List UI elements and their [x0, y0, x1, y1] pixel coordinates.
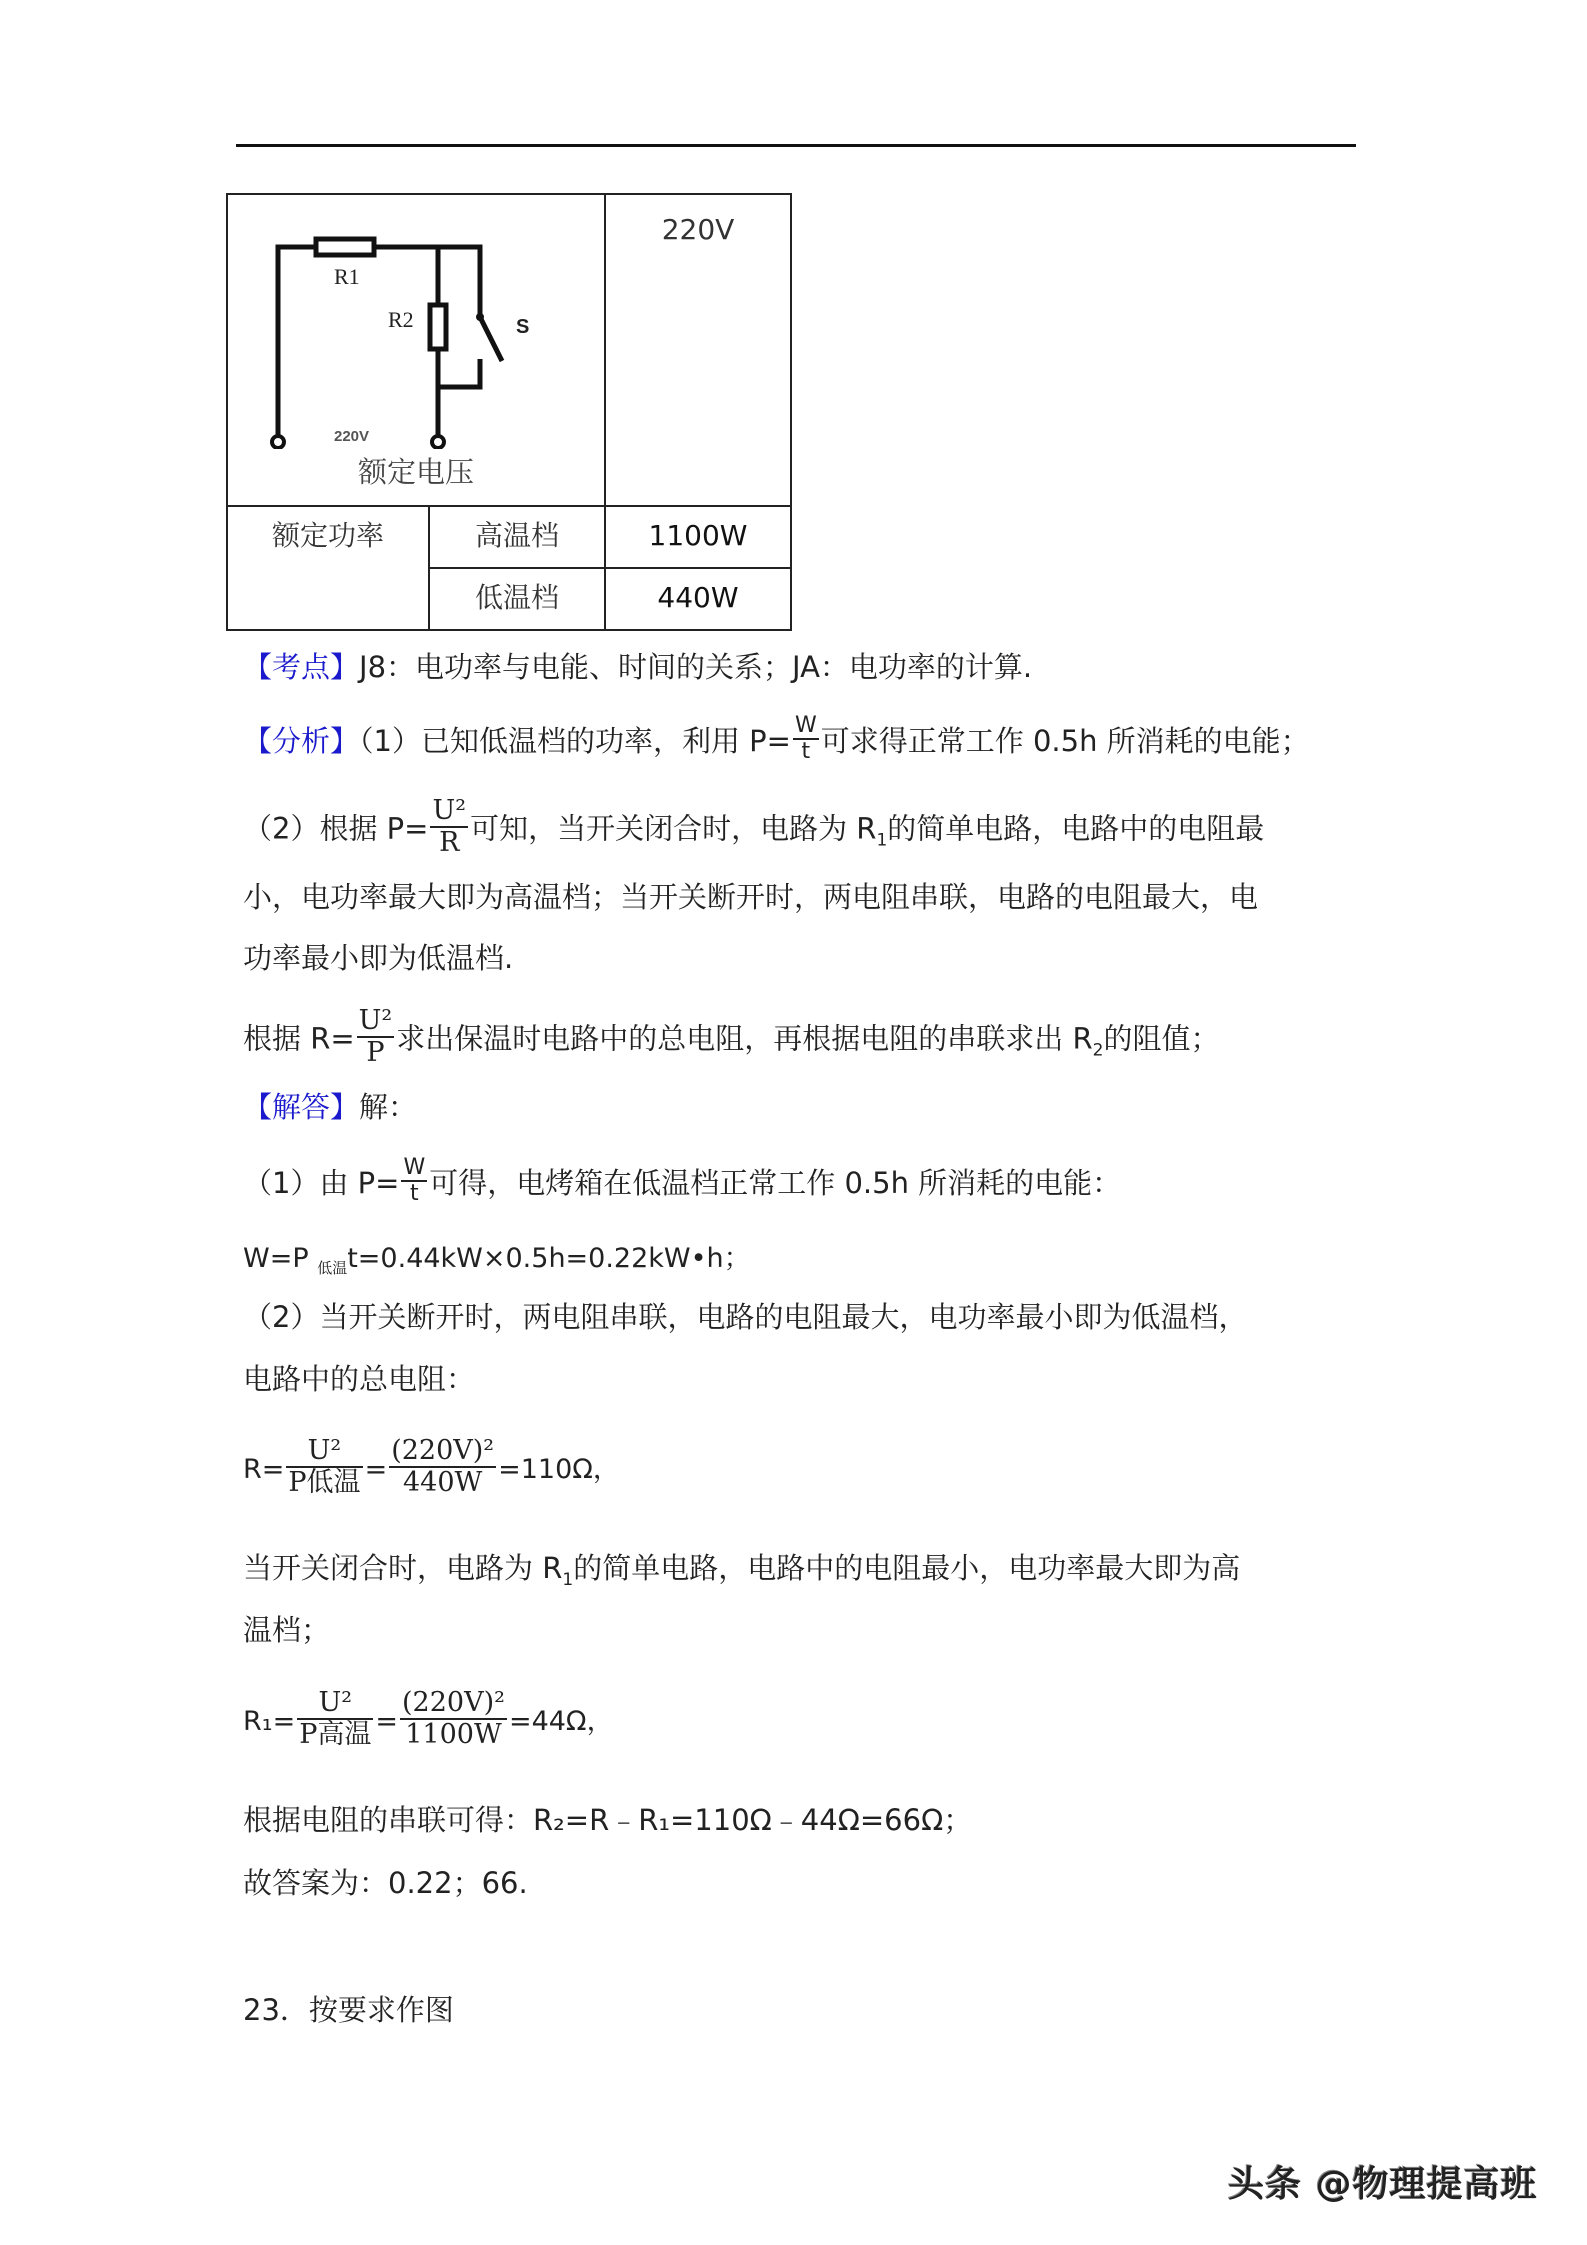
numerator: U²: [286, 1436, 362, 1468]
fenxi-tag: 【分析】: [243, 724, 360, 759]
low-temp-value: 440W: [605, 568, 791, 630]
spec-table: [226, 193, 792, 631]
fenxi-line-4: 功率最小即为低温档.: [243, 941, 514, 975]
jieda-step3-line1: 当开关闭合时，电路为 $R_1$的简单电路，电路中的电阻最小，电功率最大即为高: [243, 1551, 1241, 1590]
denominator: t: [410, 1181, 419, 1207]
low-temp-label: 低温档: [429, 568, 605, 630]
fraction: [793, 714, 819, 764]
text: 的简单电路，电路中的电阻最小，电功率最大即为高: [573, 1551, 1241, 1585]
fraction: [430, 796, 468, 857]
text: =110Ω，: [498, 1454, 620, 1486]
jieda-step2-line1: （2）当开关断开时，两电阻串联，电路的电阻最大，电功率最小即为低温档，: [243, 1300, 1248, 1334]
fenxi-line-1: [243, 713, 1310, 768]
jieda-line: [243, 1085, 417, 1126]
fraction: [286, 1436, 362, 1497]
denominator: P: [366, 1036, 385, 1068]
rated-power-label: 额定功率: [227, 506, 429, 630]
fenxi-line-2: （2）根据 P= $\frac{\text{U²}}{R}$ 可知，当开关闭合时，电路为 $R_1$的简单电路，电路中的电阻最: [243, 795, 1265, 858]
text: W=P: [243, 1243, 309, 1274]
next-question: 23．按要求作图: [243, 1993, 454, 2027]
denominator: R: [439, 826, 460, 858]
rated-voltage-label: 额定电压: [357, 455, 474, 489]
text: R=: [243, 1454, 285, 1486]
text: 求出保温时电路中的总电阻，再根据电阻的串联求出 R: [396, 1021, 1093, 1056]
svg-text:R1: R1: [334, 264, 360, 289]
svg-text:R2: R2: [388, 307, 414, 332]
text: 可得，电烤箱在低温档正常工作 0.5h 所消耗的电能：: [429, 1166, 1122, 1201]
fraction: [400, 1688, 507, 1749]
text: （2）根据 P=: [243, 811, 429, 846]
circuit-cell: [227, 194, 605, 506]
kaodian-tag: 【考点】: [243, 650, 360, 684]
jieda-step2-line2: 电路中的总电阻：: [243, 1362, 476, 1396]
kaodian-text: J8：电功率与电能、时间的关系；JA：电功率的计算.: [359, 650, 1033, 684]
subscript: 低温: [317, 1259, 348, 1277]
high-temp-label: 高温档: [429, 506, 605, 568]
numerator: (220V)²: [391, 1435, 495, 1466]
fraction: [357, 1006, 395, 1067]
denominator: P高温: [299, 1718, 372, 1750]
fraction: [401, 1156, 427, 1206]
text: t=0.44kW×0.5h=0.22kW•h；: [347, 1243, 751, 1274]
svg-text:220V: 220V: [334, 428, 370, 445]
answer-line: 故答案为：0.22；66.: [243, 1866, 528, 1900]
fenxi-line-5: 根据 R= $\frac{\text{U²}}{P}$ 求出保温时电路中的总电阻，再根据电阻的串联求出 $R_2$的阻值；: [243, 1005, 1220, 1068]
rated-voltage-value: 220V: [605, 194, 791, 506]
denominator: 440W: [403, 1466, 483, 1498]
header-rule: [236, 144, 1356, 147]
text: 当开关闭合时，电路为 R: [243, 1551, 563, 1585]
text: 的阻值；: [1103, 1021, 1220, 1056]
jieda-tag: 【解答】: [243, 1090, 360, 1124]
numerator: W: [401, 1156, 427, 1182]
high-temp-value: 1100W: [605, 506, 791, 568]
text: （1）已知低温档的功率，利用 P=: [359, 724, 791, 759]
text: 根据 R=: [243, 1021, 355, 1056]
numerator: W: [793, 714, 819, 740]
jieda-step3-line2: 温档；: [243, 1613, 331, 1647]
fraction: [389, 1436, 496, 1497]
circuit-diagram-icon: [248, 209, 548, 449]
denominator: 1100W: [405, 1718, 502, 1750]
watermark: 头条 @物理提高班: [1228, 2164, 1538, 2205]
numerator: (220V)²: [402, 1687, 505, 1718]
text: =44Ω，: [508, 1706, 614, 1738]
text: 可知，当开关闭合时，电路为 R: [470, 811, 877, 846]
jieda-step4: 根据电阻的串联可得：R₂=R﹣R₁=110Ω﹣44Ω=66Ω；: [243, 1803, 973, 1837]
denominator: P低温: [288, 1466, 361, 1498]
kaodian-line: [243, 645, 1032, 686]
denominator: t: [801, 739, 811, 765]
svg-text:S: S: [516, 316, 530, 338]
jieda-step1: [243, 1155, 1122, 1210]
numerator: U²: [297, 1688, 373, 1720]
text: 解：: [359, 1090, 418, 1124]
text: 的简单电路，电路中的电阻最: [887, 811, 1265, 846]
text: 可求得正常工作 0.5h 所消耗的电能；: [820, 724, 1310, 759]
fenxi-line-3: 小，电功率最大即为高温档；当开关断开时，两电阻串联，电路的电阻最大，电: [243, 880, 1259, 914]
fraction: [297, 1688, 373, 1749]
numerator: U²: [358, 1005, 393, 1036]
text: R₁=: [243, 1706, 296, 1738]
numerator: U²: [432, 795, 467, 826]
jieda-step3-equation: R₁= $\frac{\text{U²}}{\text{P高温}}$ = $\frac{\text{(220V)²}}{1100W}$ =44Ω，: [243, 1687, 614, 1750]
jieda-step1-equation: [243, 1236, 751, 1278]
jieda-step2-equation: R= $\frac{\text{U²}}{\text{P低温}}$ = $\frac{\text{(220V)²}}{440W}$ =110Ω，: [243, 1435, 620, 1498]
text: （1）由 P=: [243, 1166, 400, 1201]
